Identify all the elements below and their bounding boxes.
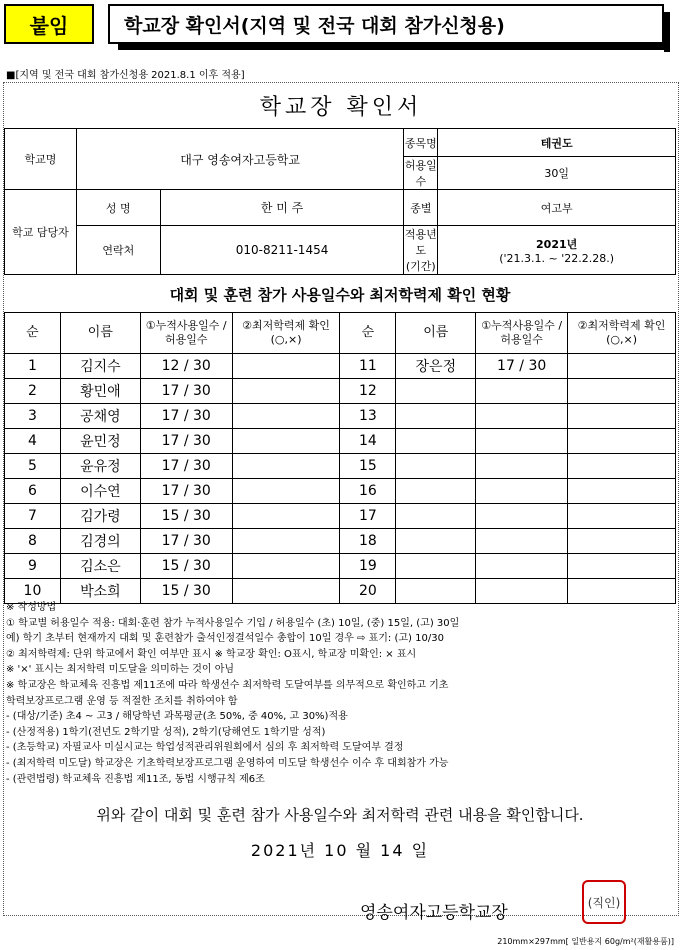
row-name [396,454,476,479]
row-days: 17 / 30 [140,529,232,554]
contact-value: 010-8211-1454 [160,226,404,275]
header-name: 이름 [396,313,476,354]
row-min [232,454,340,479]
row-min [568,404,676,429]
title-shadow-side [664,12,670,52]
row-days: 12 / 30 [140,354,232,379]
table-row [5,379,676,404]
row-no: 8 [5,529,61,554]
row-no: 20 [340,579,396,604]
header-days: ①누적사용일수 /허용일수 [140,313,232,354]
row-days [476,504,568,529]
row-name: 윤유정 [60,454,140,479]
school-value: 대구 영송여자고등학교 [76,129,403,190]
note-line: ① 학교별 허용일수 적용: 대회·훈련 참가 누적사용일수 기입 / 허용일수 (초) 10일, (중) 15일, (고) 30일 [6,617,460,629]
row-days [476,454,568,479]
table-header-row [5,313,676,354]
note-line: ② 최저학력제: 단위 학교에서 확인 여부만 표시 ※ 학교장 확인: O표시, 학교장 미확인: × 표시 [6,648,417,660]
sport-label: 종목명 [404,129,438,157]
row-min [568,454,676,479]
row-days: 15 / 30 [140,579,232,604]
note-line: 예) 학기 초부터 현재까지 대회 및 훈련참가 출석인정결석일수 총합이 10일 경우 ⇨ 표기: (고) 10/30 [6,633,444,645]
row-no: 12 [340,379,396,404]
row-days [476,404,568,429]
note-line: - (산정적용) 1학기(전년도 2학기말 성적), 2학기(당해연도 1학기말 성적) [6,726,326,738]
row-name [396,479,476,504]
header-name: 이름 [60,313,140,354]
year-label-cell [404,226,438,275]
row-min [568,379,676,404]
row-no: 6 [5,479,61,504]
row-name [396,379,476,404]
row-min [232,404,340,429]
row-no: 15 [340,454,396,479]
row-no: 11 [340,354,396,379]
row-days: 15 / 30 [140,504,232,529]
row-name: 윤민정 [60,429,140,454]
table-row [5,479,676,504]
row-name [396,429,476,454]
paper-spec-footer: 210mm×297mm[ 일반용지 60g/m²(재활용품)] [497,937,674,946]
row-min [232,529,340,554]
row-min [568,479,676,504]
row-name: 김지수 [60,354,140,379]
row-days [476,554,568,579]
row-min [232,479,340,504]
header-min: ②최저학력제 확인(○,×) [232,313,340,354]
row-min [232,554,340,579]
doc-title: 학교장 확인서 [259,95,423,120]
category-value: 여고부 [438,190,676,226]
contact-label: 연락처 [76,226,160,275]
table-row [5,404,676,429]
usage-table [4,312,676,604]
row-days: 17 / 30 [476,354,568,379]
row-min [232,354,340,379]
row-no: 14 [340,429,396,454]
sport-value: 테권도 [438,129,676,157]
row-no: 1 [5,354,61,379]
row-min [232,429,340,454]
period-value: ('21.3.1. ~ '22.2.28.) [499,251,615,265]
applies-note: ■[지역 및 전국 대회 참가신청용 2021.8.1 이후 적용] [6,70,245,81]
header-title-text: 학교장 확인서(지역 및 전국 대회 참가신청용) [124,14,505,37]
row-no: 16 [340,479,396,504]
table-row [5,354,676,379]
row-no: 7 [5,504,61,529]
row-min [568,354,676,379]
note-line: ※ 작성방법 [6,602,57,613]
row-days: 17 / 30 [140,404,232,429]
header-min: ②최저학력제 확인(○,×) [568,313,676,354]
note-line: - (초등학교) 자필교사 미실시교는 학업성적관리위원회에서 심의 후 최저학력 도달여부 결정 [6,742,404,754]
row-name: 김가령 [60,504,140,529]
table-row [5,529,676,554]
name-value: 한 미 주 [160,190,404,226]
table-row [5,429,676,454]
row-days [476,479,568,504]
instructions [6,600,676,787]
header-title [108,4,664,44]
manager-label: 학교 담당자 [5,190,77,275]
note-line: ※ 학교장은 학교체육 진흥법 제11조에 따라 학생선수 최저학력 도달여부를 의무적으로 확인하고 기초 [6,679,449,691]
row-no: 17 [340,504,396,529]
title-shadow [118,44,670,50]
note-line: ※ '×' 표시는 최저학력 미도달을 의미하는 것이 아님 [6,664,235,676]
row-no: 13 [340,404,396,429]
row-no: 19 [340,554,396,579]
row-days: 17 / 30 [140,429,232,454]
year-value: 2021년 [536,237,578,251]
period-label: (기간) [405,260,436,273]
year-label: 적용년도 [404,228,437,257]
row-no: 18 [340,529,396,554]
row-no: 10 [5,579,61,604]
row-name: 박소희 [60,579,140,604]
row-no: 3 [5,404,61,429]
info-table [4,128,676,275]
attachment-badge: 붙임 [4,4,94,44]
row-name: 장은정 [396,354,476,379]
allowed-days-label: 허용일수 [404,157,438,190]
issue-date: 2021년 10 월 14 일 [250,841,430,860]
row-days: 17 / 30 [140,479,232,504]
note-line: - (관련법령) 학교체육 진흥법 제11조, 동법 시행규칙 제6조 [6,773,265,785]
table-row [5,554,676,579]
row-days [476,429,568,454]
category-label: 종별 [404,190,438,226]
row-days: 15 / 30 [140,554,232,579]
note-line: 학력보장프로그램 운영 등 적절한 조치를 취하여야 함 [6,695,238,707]
row-min [568,529,676,554]
row-min [232,504,340,529]
row-name: 황민애 [60,379,140,404]
official-seal: (직인) [582,880,626,924]
header-no: 순 [340,313,396,354]
header-no: 순 [5,313,61,354]
row-name: 김경의 [60,529,140,554]
name-label: 성 명 [76,190,160,226]
row-days: 17 / 30 [140,379,232,404]
row-min [232,379,340,404]
row-min [568,504,676,529]
note-line: - (대상/기준) 초4 ~ 고3 / 해당학년 과목평균(초 50%, 중 40%, 고 30%)적용 [6,711,348,723]
row-min [568,429,676,454]
row-days [476,379,568,404]
row-name [396,504,476,529]
row-no: 9 [5,554,61,579]
row-name: 김소은 [60,554,140,579]
table-row [5,454,676,479]
table-row [5,504,676,529]
row-min [568,554,676,579]
header-days: ①누적사용일수 /허용일수 [476,313,568,354]
confirm-statement: 위와 같이 대회 및 훈련 참가 사용일수와 최저학력 관련 내용을 확인합니다. [96,806,584,824]
school-label: 학교명 [5,129,77,190]
row-name: 이수연 [60,479,140,504]
row-no: 2 [5,379,61,404]
row-days: 17 / 30 [140,454,232,479]
signer-name: 영송여자고등학교장 [360,903,508,923]
year-value-cell [438,226,676,275]
section-title: 대회 및 훈련 참가 사용일수와 최저학력제 확인 현황 [169,286,511,304]
row-no: 4 [5,429,61,454]
row-days [476,529,568,554]
row-name [396,529,476,554]
row-no: 5 [5,454,61,479]
row-name: 공채영 [60,404,140,429]
note-line: - (최저학력 미도달) 학교장은 기초학력보장프로그램 운영하여 미도달 학생선수 이수 후 대회참가 가능 [6,757,449,769]
row-name [396,404,476,429]
row-name [396,554,476,579]
allowed-days-value: 30일 [438,157,676,190]
